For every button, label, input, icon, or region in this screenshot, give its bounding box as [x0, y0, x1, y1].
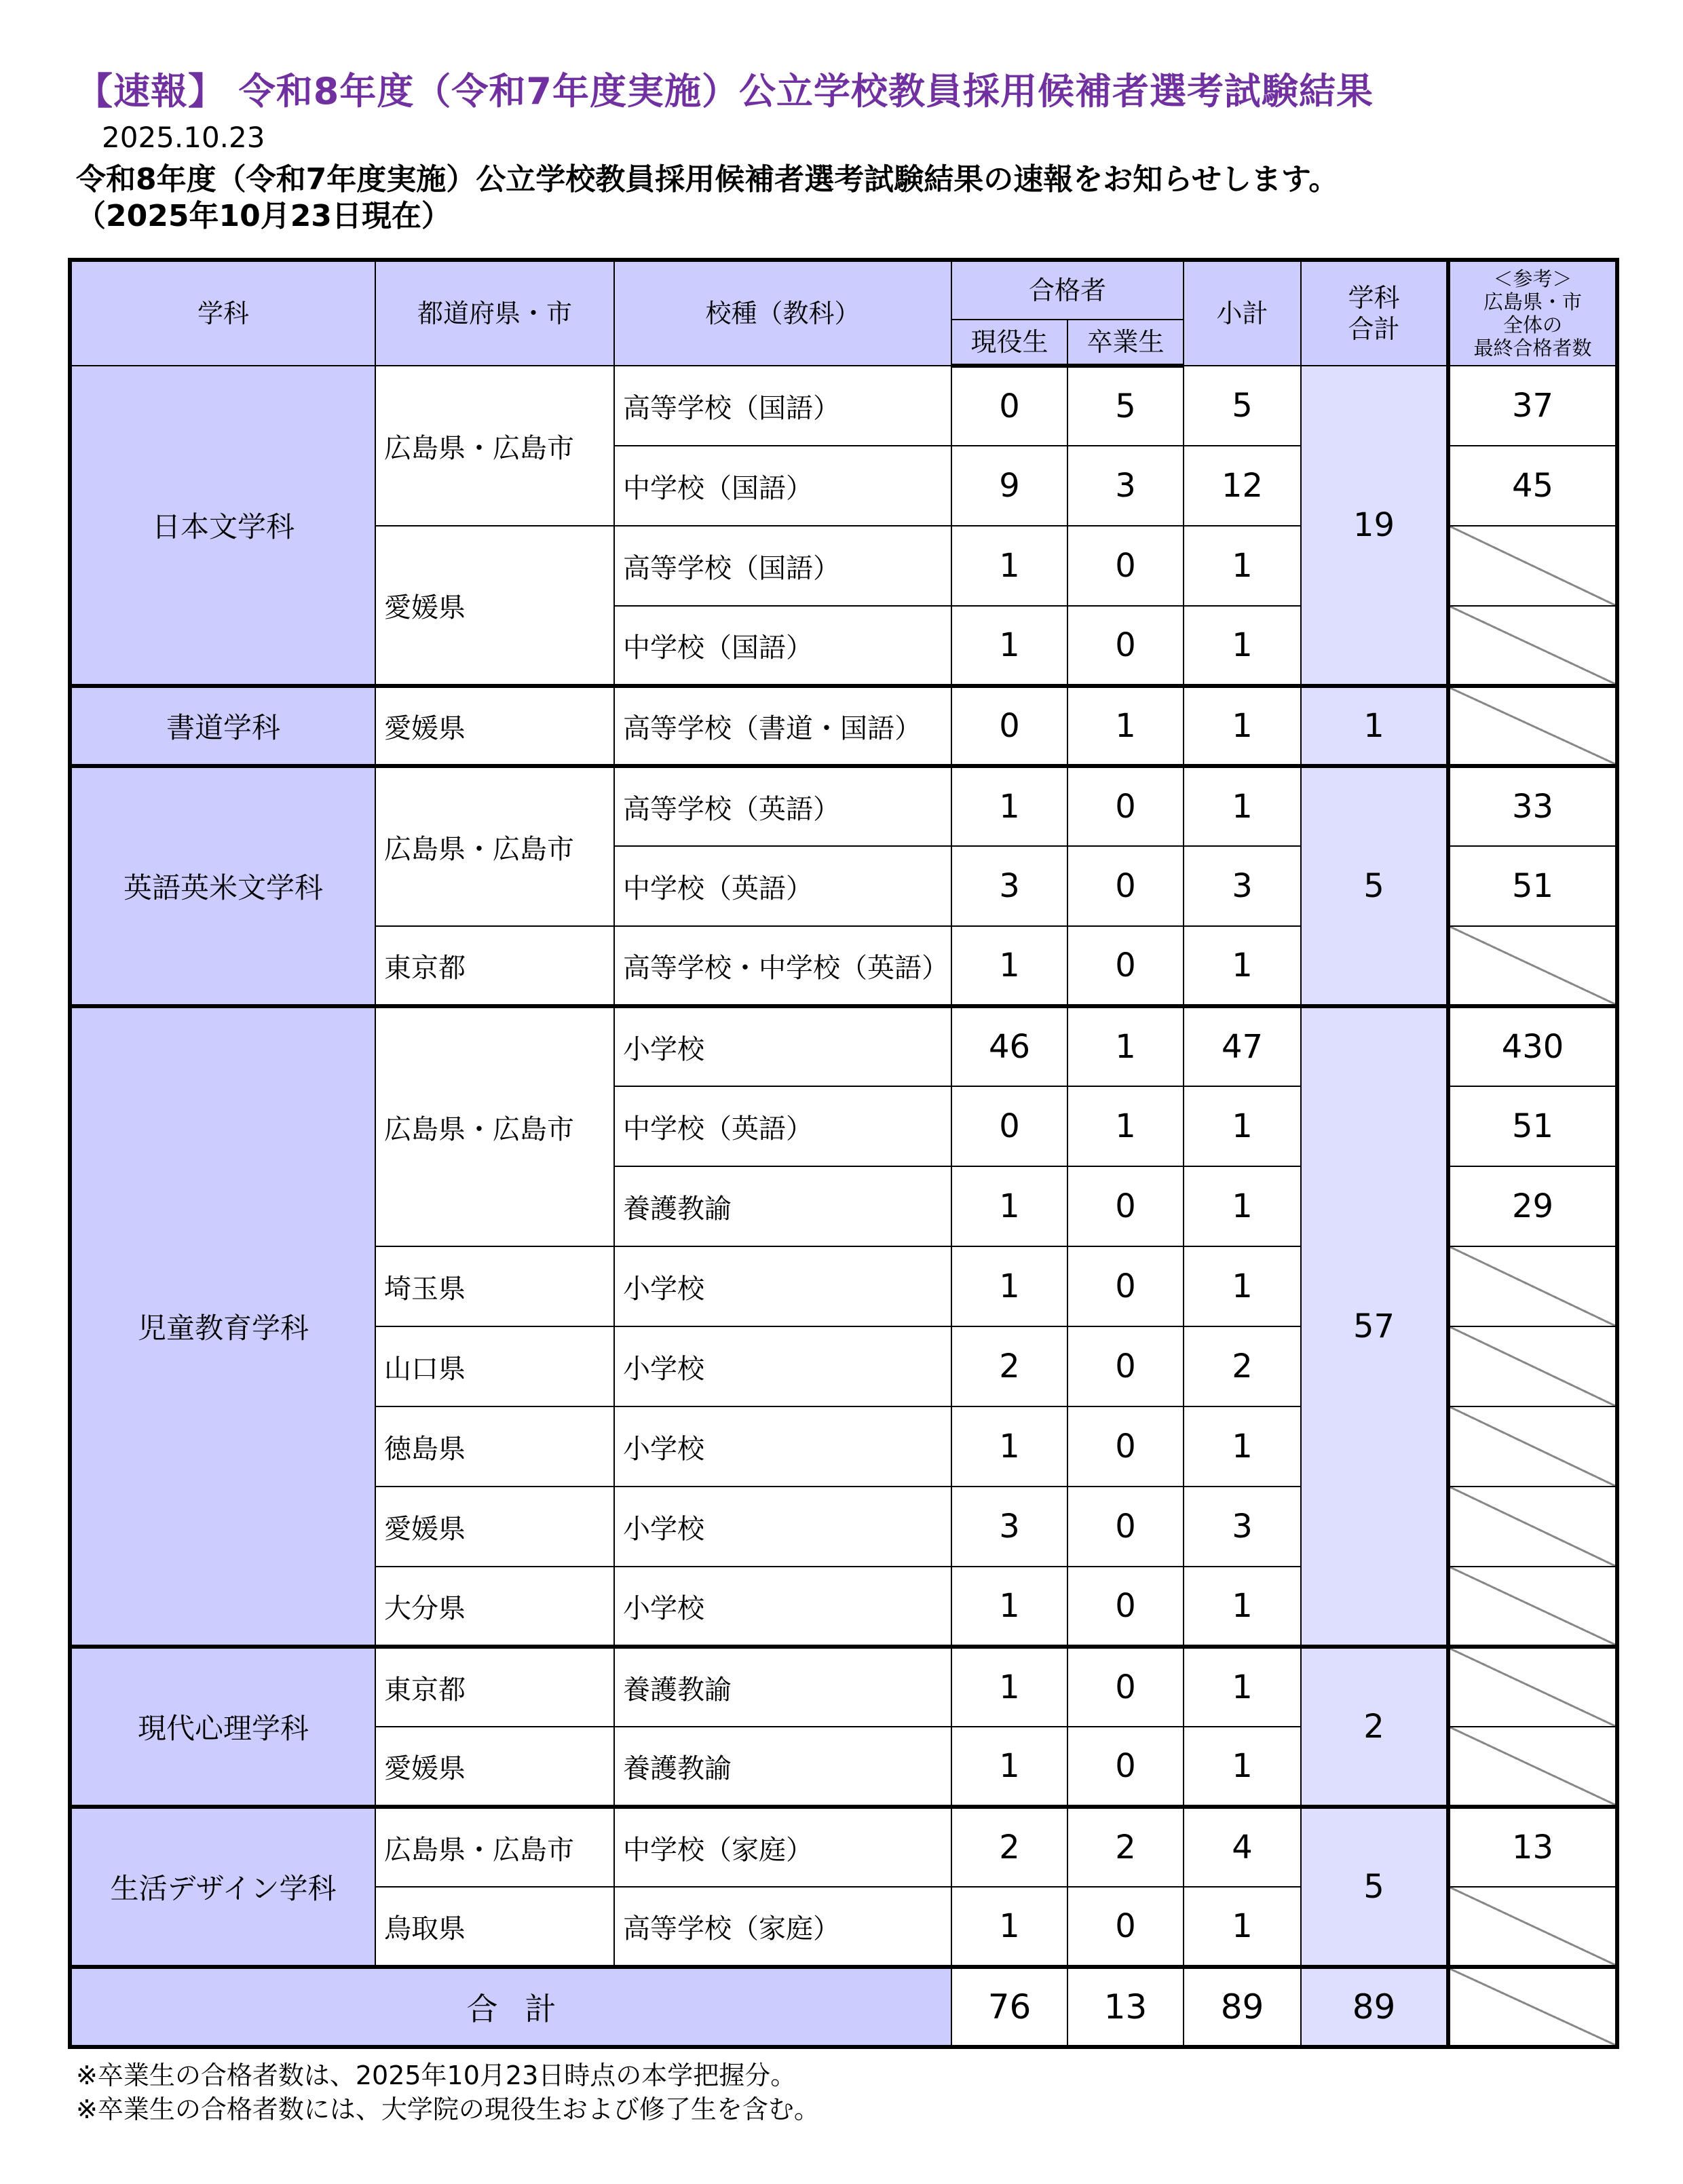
- reference-cell-empty: [1448, 1406, 1617, 1487]
- header-ref-line4: 最終合格者数: [1473, 337, 1592, 360]
- header-ref-line1: ＜参考＞: [1493, 267, 1572, 290]
- header-subtotal: 小計: [1184, 260, 1301, 366]
- graduate-cell: 1: [1067, 1086, 1184, 1166]
- pref-cell: 広島県・広島市: [375, 766, 614, 926]
- graduate-cell: 3: [1067, 446, 1184, 526]
- current-cell: 1: [951, 1887, 1067, 1967]
- current-cell: 3: [951, 846, 1067, 926]
- reference-cell-empty: [1448, 926, 1617, 1006]
- header-dept-total: [1301, 260, 1448, 366]
- current-cell: 1: [951, 1727, 1067, 1807]
- school-cell: 中学校（国語）: [614, 606, 951, 686]
- school-cell: 高等学校（国語）: [614, 366, 951, 446]
- graduate-cell: 0: [1067, 1246, 1184, 1326]
- graduate-cell: 1: [1067, 1006, 1184, 1086]
- school-cell: 中学校（家庭）: [614, 1807, 951, 1887]
- pref-cell: 広島県・広島市: [375, 366, 614, 526]
- subtotal-cell: 1: [1184, 1727, 1301, 1807]
- reference-cell-empty: [1448, 1567, 1617, 1647]
- graduate-cell: 0: [1067, 1647, 1184, 1727]
- current-cell: 1: [951, 1246, 1067, 1326]
- current-cell: 46: [951, 1006, 1067, 1086]
- reference-cell: 33: [1448, 766, 1617, 846]
- reference-cell-empty: [1448, 606, 1617, 686]
- dept-total-cell: 57: [1301, 1006, 1448, 1647]
- pref-cell: 広島県・広島市: [375, 1807, 614, 1887]
- reference-cell-empty: [1448, 1487, 1617, 1567]
- current-cell: 2: [951, 1807, 1067, 1887]
- footnotes: [76, 2058, 820, 2126]
- subtotal-cell: 1: [1184, 1406, 1301, 1487]
- header-school: 校種（教科）: [614, 260, 951, 366]
- school-cell: 小学校: [614, 1406, 951, 1487]
- pref-cell: 大分県: [375, 1567, 614, 1647]
- subtotal-cell: 1: [1184, 1647, 1301, 1727]
- dept-total-cell: 5: [1301, 1807, 1448, 1967]
- header-current: 現役生: [951, 320, 1067, 366]
- pref-cell: 山口県: [375, 1326, 614, 1406]
- graduate-cell: 0: [1067, 1166, 1184, 1246]
- current-cell: 1: [951, 766, 1067, 846]
- school-cell: 高等学校・中学校（英語）: [614, 926, 951, 1006]
- school-cell: 高等学校（英語）: [614, 766, 951, 846]
- graduate-cell: 0: [1067, 526, 1184, 606]
- school-cell: 養護教諭: [614, 1647, 951, 1727]
- school-cell: 高等学校（書道・国語）: [614, 686, 951, 766]
- reference-cell-empty: [1448, 1727, 1617, 1807]
- header-dept: 学科: [70, 260, 375, 366]
- graduate-cell: 0: [1067, 606, 1184, 686]
- graduate-cell: 0: [1067, 1887, 1184, 1967]
- reference-cell: 430: [1448, 1006, 1617, 1086]
- pref-cell: 愛媛県: [375, 686, 614, 766]
- dept-cell: 日本文学科: [70, 366, 375, 686]
- reference-cell-empty: [1448, 1246, 1617, 1326]
- dept-total-cell: 2: [1301, 1647, 1448, 1807]
- results-table: [68, 258, 1619, 2049]
- school-cell: 小学校: [614, 1246, 951, 1326]
- school-cell: 小学校: [614, 1326, 951, 1406]
- header-ref-line3: 全体の: [1503, 313, 1563, 337]
- school-cell: 養護教諭: [614, 1166, 951, 1246]
- pref-cell: 東京都: [375, 1647, 614, 1727]
- intro-line-2: （2025年10月23日現在）: [76, 199, 451, 233]
- current-cell: 0: [951, 686, 1067, 766]
- current-cell: 1: [951, 606, 1067, 686]
- reference-cell-empty: [1448, 526, 1617, 606]
- school-cell: 中学校（英語）: [614, 846, 951, 926]
- subtotal-cell: 1: [1184, 1086, 1301, 1166]
- graduate-cell: 0: [1067, 1567, 1184, 1647]
- graduate-cell: 5: [1067, 366, 1184, 446]
- subtotal-cell: 4: [1184, 1807, 1301, 1887]
- reference-cell: 51: [1448, 846, 1617, 926]
- publish-date: 2025.10.23: [102, 121, 265, 154]
- pref-cell: 徳島県: [375, 1406, 614, 1487]
- school-cell: 中学校（英語）: [614, 1086, 951, 1166]
- header-dept-total-line1: 学科: [1348, 283, 1400, 313]
- pref-cell: 鳥取県: [375, 1887, 614, 1967]
- total-subtotal: 89: [1184, 1967, 1301, 2047]
- reference-cell: 29: [1448, 1166, 1617, 1246]
- total-graduate: 13: [1067, 1967, 1184, 2047]
- intro-text: [76, 161, 1338, 235]
- current-cell: 1: [951, 1166, 1067, 1246]
- reference-cell-empty: [1448, 1967, 1617, 2047]
- current-cell: 1: [951, 1647, 1067, 1727]
- reference-cell: 13: [1448, 1807, 1617, 1887]
- school-cell: 小学校: [614, 1006, 951, 1086]
- current-cell: 2: [951, 1326, 1067, 1406]
- subtotal-cell: 12: [1184, 446, 1301, 526]
- total-label: 合計: [70, 1967, 951, 2047]
- current-cell: 1: [951, 526, 1067, 606]
- subtotal-cell: 1: [1184, 686, 1301, 766]
- header-graduate: 卒業生: [1067, 320, 1184, 366]
- reference-cell: 37: [1448, 366, 1617, 446]
- current-cell: 9: [951, 446, 1067, 526]
- dept-cell: 書道学科: [70, 686, 375, 766]
- dept-total-cell: 19: [1301, 366, 1448, 686]
- reference-cell: 45: [1448, 446, 1617, 526]
- graduate-cell: 0: [1067, 846, 1184, 926]
- dept-cell: 生活デザイン学科: [70, 1807, 375, 1967]
- current-cell: 0: [951, 366, 1067, 446]
- school-cell: 小学校: [614, 1567, 951, 1647]
- intro-line-1: 令和8年度（令和7年度実施）公立学校教員採用候補者選考試験結果の速報をお知らせします。: [76, 162, 1339, 197]
- pref-cell: 愛媛県: [375, 1727, 614, 1807]
- subtotal-cell: 3: [1184, 846, 1301, 926]
- footnote: ※卒業生の合格者数は、2025年10月23日時点の本学把握分。: [76, 2061, 797, 2090]
- dept-cell: 児童教育学科: [70, 1006, 375, 1647]
- dept-total-cell: 1: [1301, 686, 1448, 766]
- reference-cell-empty: [1448, 1326, 1617, 1406]
- current-cell: 1: [951, 1567, 1067, 1647]
- subtotal-cell: 1: [1184, 1567, 1301, 1647]
- subtotal-cell: 1: [1184, 1166, 1301, 1246]
- header-ref-line2: 広島県・市: [1483, 290, 1583, 313]
- header-passers: 合格者: [951, 260, 1184, 320]
- subtotal-cell: 1: [1184, 1887, 1301, 1967]
- current-cell: 1: [951, 926, 1067, 1006]
- reference-cell-empty: [1448, 686, 1617, 766]
- total-current: 76: [951, 1967, 1067, 2047]
- school-cell: 高等学校（家庭）: [614, 1887, 951, 1967]
- header-dept-total-line2: 合計: [1348, 314, 1400, 344]
- subtotal-cell: 1: [1184, 526, 1301, 606]
- pref-cell: 愛媛県: [375, 526, 614, 686]
- pref-cell: 東京都: [375, 926, 614, 1006]
- pref-cell: 広島県・広島市: [375, 1006, 614, 1246]
- page-title: 【速報】 令和8年度（令和7年度実施）公立学校教員採用候補者選考試験結果: [76, 70, 1374, 113]
- reference-cell-empty: [1448, 1887, 1617, 1967]
- school-cell: 中学校（国語）: [614, 446, 951, 526]
- graduate-cell: 2: [1067, 1807, 1184, 1887]
- school-cell: 小学校: [614, 1487, 951, 1567]
- pref-cell: 埼玉県: [375, 1246, 614, 1326]
- current-cell: 3: [951, 1487, 1067, 1567]
- footnote: ※卒業生の合格者数には、大学院の現役生および修了生を含む。: [76, 2094, 820, 2124]
- dept-cell: 英語英米文学科: [70, 766, 375, 1006]
- graduate-cell: 0: [1067, 926, 1184, 1006]
- reference-cell-empty: [1448, 1647, 1617, 1727]
- subtotal-cell: 47: [1184, 1006, 1301, 1086]
- dept-total-cell: 5: [1301, 766, 1448, 1006]
- header-pref: 都道府県・市: [375, 260, 614, 366]
- graduate-cell: 0: [1067, 1487, 1184, 1567]
- graduate-cell: 1: [1067, 686, 1184, 766]
- subtotal-cell: 1: [1184, 1246, 1301, 1326]
- subtotal-cell: 1: [1184, 926, 1301, 1006]
- current-cell: 0: [951, 1086, 1067, 1166]
- reference-cell: 51: [1448, 1086, 1617, 1166]
- school-cell: 養護教諭: [614, 1727, 951, 1807]
- subtotal-cell: 1: [1184, 766, 1301, 846]
- subtotal-cell: 2: [1184, 1326, 1301, 1406]
- graduate-cell: 0: [1067, 1326, 1184, 1406]
- dept-cell: 現代心理学科: [70, 1647, 375, 1807]
- pref-cell: 愛媛県: [375, 1487, 614, 1567]
- graduate-cell: 0: [1067, 1406, 1184, 1487]
- subtotal-cell: 5: [1184, 366, 1301, 446]
- graduate-cell: 0: [1067, 1727, 1184, 1807]
- subtotal-cell: 3: [1184, 1487, 1301, 1567]
- subtotal-cell: 1: [1184, 606, 1301, 686]
- header-reference: [1448, 260, 1617, 366]
- total-dept-total: 89: [1301, 1967, 1448, 2047]
- graduate-cell: 0: [1067, 766, 1184, 846]
- current-cell: 1: [951, 1406, 1067, 1487]
- school-cell: 高等学校（国語）: [614, 526, 951, 606]
